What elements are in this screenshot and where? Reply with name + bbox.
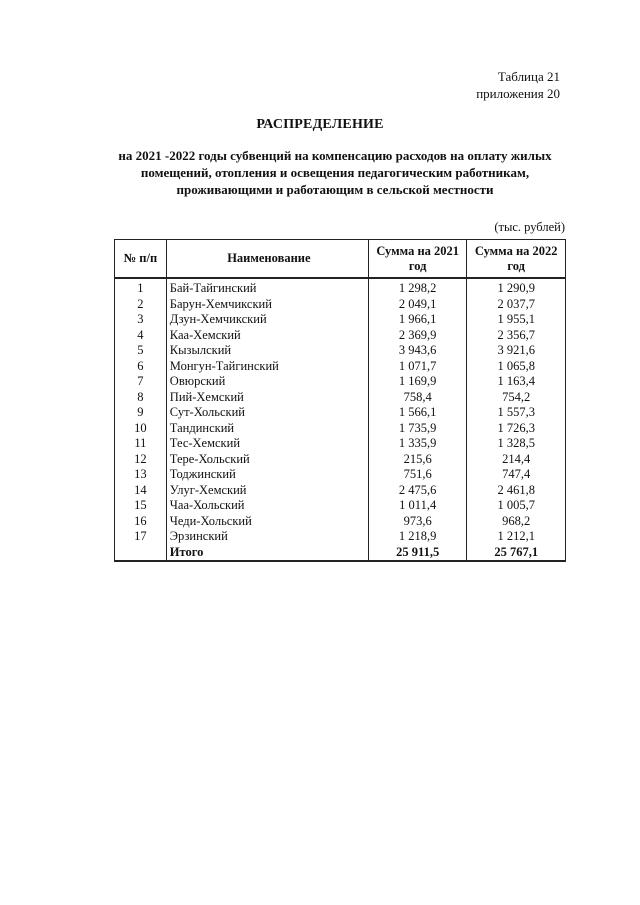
row-sum-2022: 1 163,4 xyxy=(467,374,566,390)
row-sum-2022: 1 065,8 xyxy=(467,359,566,375)
appendix-reference: приложения 20 xyxy=(476,86,560,101)
table-row xyxy=(115,390,566,406)
row-sum-2021: 973,6 xyxy=(368,514,467,530)
row-number: 8 xyxy=(115,390,167,406)
row-sum-2022: 214,4 xyxy=(467,452,566,468)
table-header-row xyxy=(115,240,566,279)
table-row xyxy=(115,452,566,468)
table-row xyxy=(115,312,566,328)
table-reference: Таблица 21 xyxy=(497,69,560,84)
row-sum-2022: 3 921,6 xyxy=(467,343,566,359)
row-sum-2021: 1 966,1 xyxy=(368,312,467,328)
row-sum-2021: 1 298,2 xyxy=(368,278,467,297)
row-sum-2022: 968,2 xyxy=(467,514,566,530)
row-sum-2022: 754,2 xyxy=(467,390,566,406)
row-name: Пий-Хемский xyxy=(166,390,368,406)
row-name: Сут-Хольский xyxy=(166,405,368,421)
row-sum-2022: 1 955,1 xyxy=(467,312,566,328)
row-sum-2022: 2 356,7 xyxy=(467,328,566,344)
column-header-sum-2021: Сумма на 2021 год xyxy=(368,240,467,279)
table-body xyxy=(115,278,566,561)
row-sum-2021: 1 735,9 xyxy=(368,421,467,437)
table-row xyxy=(115,297,566,313)
row-number: 10 xyxy=(115,421,167,437)
table-row xyxy=(115,343,566,359)
total-row xyxy=(115,545,566,562)
table-row xyxy=(115,529,566,545)
row-name: Тес-Хемский xyxy=(166,436,368,452)
row-sum-2022: 2 461,8 xyxy=(467,483,566,499)
row-number: 1 xyxy=(115,278,167,297)
total-sum-2021: 25 911,5 xyxy=(368,545,467,562)
row-sum-2021: 215,6 xyxy=(368,452,467,468)
row-sum-2022: 747,4 xyxy=(467,467,566,483)
column-header-number: № п/п xyxy=(115,240,167,279)
row-sum-2022: 2 037,7 xyxy=(467,297,566,313)
row-number: 7 xyxy=(115,374,167,390)
row-name: Кызылский xyxy=(166,343,368,359)
row-name: Монгун-Тайгинский xyxy=(166,359,368,375)
table-row xyxy=(115,374,566,390)
table-row xyxy=(115,436,566,452)
row-number: 2 xyxy=(115,297,167,313)
table-row xyxy=(115,328,566,344)
row-number: 3 xyxy=(115,312,167,328)
row-name: Тандинский xyxy=(166,421,368,437)
row-sum-2021: 2 049,1 xyxy=(368,297,467,313)
row-number: 5 xyxy=(115,343,167,359)
row-sum-2022: 1 557,3 xyxy=(467,405,566,421)
row-sum-2022: 1 328,5 xyxy=(467,436,566,452)
row-name: Чаа-Хольский xyxy=(166,498,368,514)
document-header-reference xyxy=(476,68,560,102)
row-sum-2022: 1 290,9 xyxy=(467,278,566,297)
row-number: 15 xyxy=(115,498,167,514)
row-number: 17 xyxy=(115,529,167,545)
row-sum-2022: 1 212,1 xyxy=(467,529,566,545)
row-sum-2021: 3 943,6 xyxy=(368,343,467,359)
row-sum-2021: 758,4 xyxy=(368,390,467,406)
row-name: Улуг-Хемский xyxy=(166,483,368,499)
row-number: 9 xyxy=(115,405,167,421)
row-name: Чеди-Хольский xyxy=(166,514,368,530)
row-sum-2021: 1 169,9 xyxy=(368,374,467,390)
row-name: Каа-Хемский xyxy=(166,328,368,344)
row-number: 4 xyxy=(115,328,167,344)
column-header-sum-2022: Сумма на 2022 год xyxy=(467,240,566,279)
row-number: 11 xyxy=(115,436,167,452)
row-name: Тоджинский xyxy=(166,467,368,483)
row-sum-2021: 2 475,6 xyxy=(368,483,467,499)
row-name: Овюрский xyxy=(166,374,368,390)
table-row xyxy=(115,483,566,499)
row-number: 12 xyxy=(115,452,167,468)
unit-note: (тыс. рублей) xyxy=(494,220,565,234)
total-number xyxy=(115,545,167,562)
row-sum-2022: 1 005,7 xyxy=(467,498,566,514)
table-row xyxy=(115,498,566,514)
row-sum-2021: 1 566,1 xyxy=(368,405,467,421)
row-number: 16 xyxy=(115,514,167,530)
row-sum-2021: 2 369,9 xyxy=(368,328,467,344)
row-number: 13 xyxy=(115,467,167,483)
row-sum-2022: 1 726,3 xyxy=(467,421,566,437)
distribution-table xyxy=(114,239,566,562)
table-row xyxy=(115,278,566,297)
document-subtitle: на 2021 -2022 годы субвенций на компенсацию расходов на оплату жилых помещений, отопления и освещения педагогическим работникам, проживающими и работающим в сельской местности xyxy=(118,148,552,197)
table-row xyxy=(115,467,566,483)
row-number: 6 xyxy=(115,359,167,375)
column-header-name: Наименование xyxy=(166,240,368,279)
row-sum-2021: 1 011,4 xyxy=(368,498,467,514)
row-sum-2021: 1 071,7 xyxy=(368,359,467,375)
row-sum-2021: 1 218,9 xyxy=(368,529,467,545)
row-sum-2021: 1 335,9 xyxy=(368,436,467,452)
total-label: Итого xyxy=(166,545,368,562)
table-row xyxy=(115,359,566,375)
row-name: Эрзинский xyxy=(166,529,368,545)
row-name: Тере-Хольский xyxy=(166,452,368,468)
table-row xyxy=(115,514,566,530)
row-number: 14 xyxy=(115,483,167,499)
total-sum-2022: 25 767,1 xyxy=(467,545,566,562)
row-name: Дзун-Хемчикский xyxy=(166,312,368,328)
row-sum-2021: 751,6 xyxy=(368,467,467,483)
row-name: Барун-Хемчикский xyxy=(166,297,368,313)
table-row xyxy=(115,421,566,437)
table-row xyxy=(115,405,566,421)
document-title: РАСПРЕДЕЛЕНИЕ xyxy=(256,117,384,132)
row-name: Бай-Тайгинский xyxy=(166,278,368,297)
